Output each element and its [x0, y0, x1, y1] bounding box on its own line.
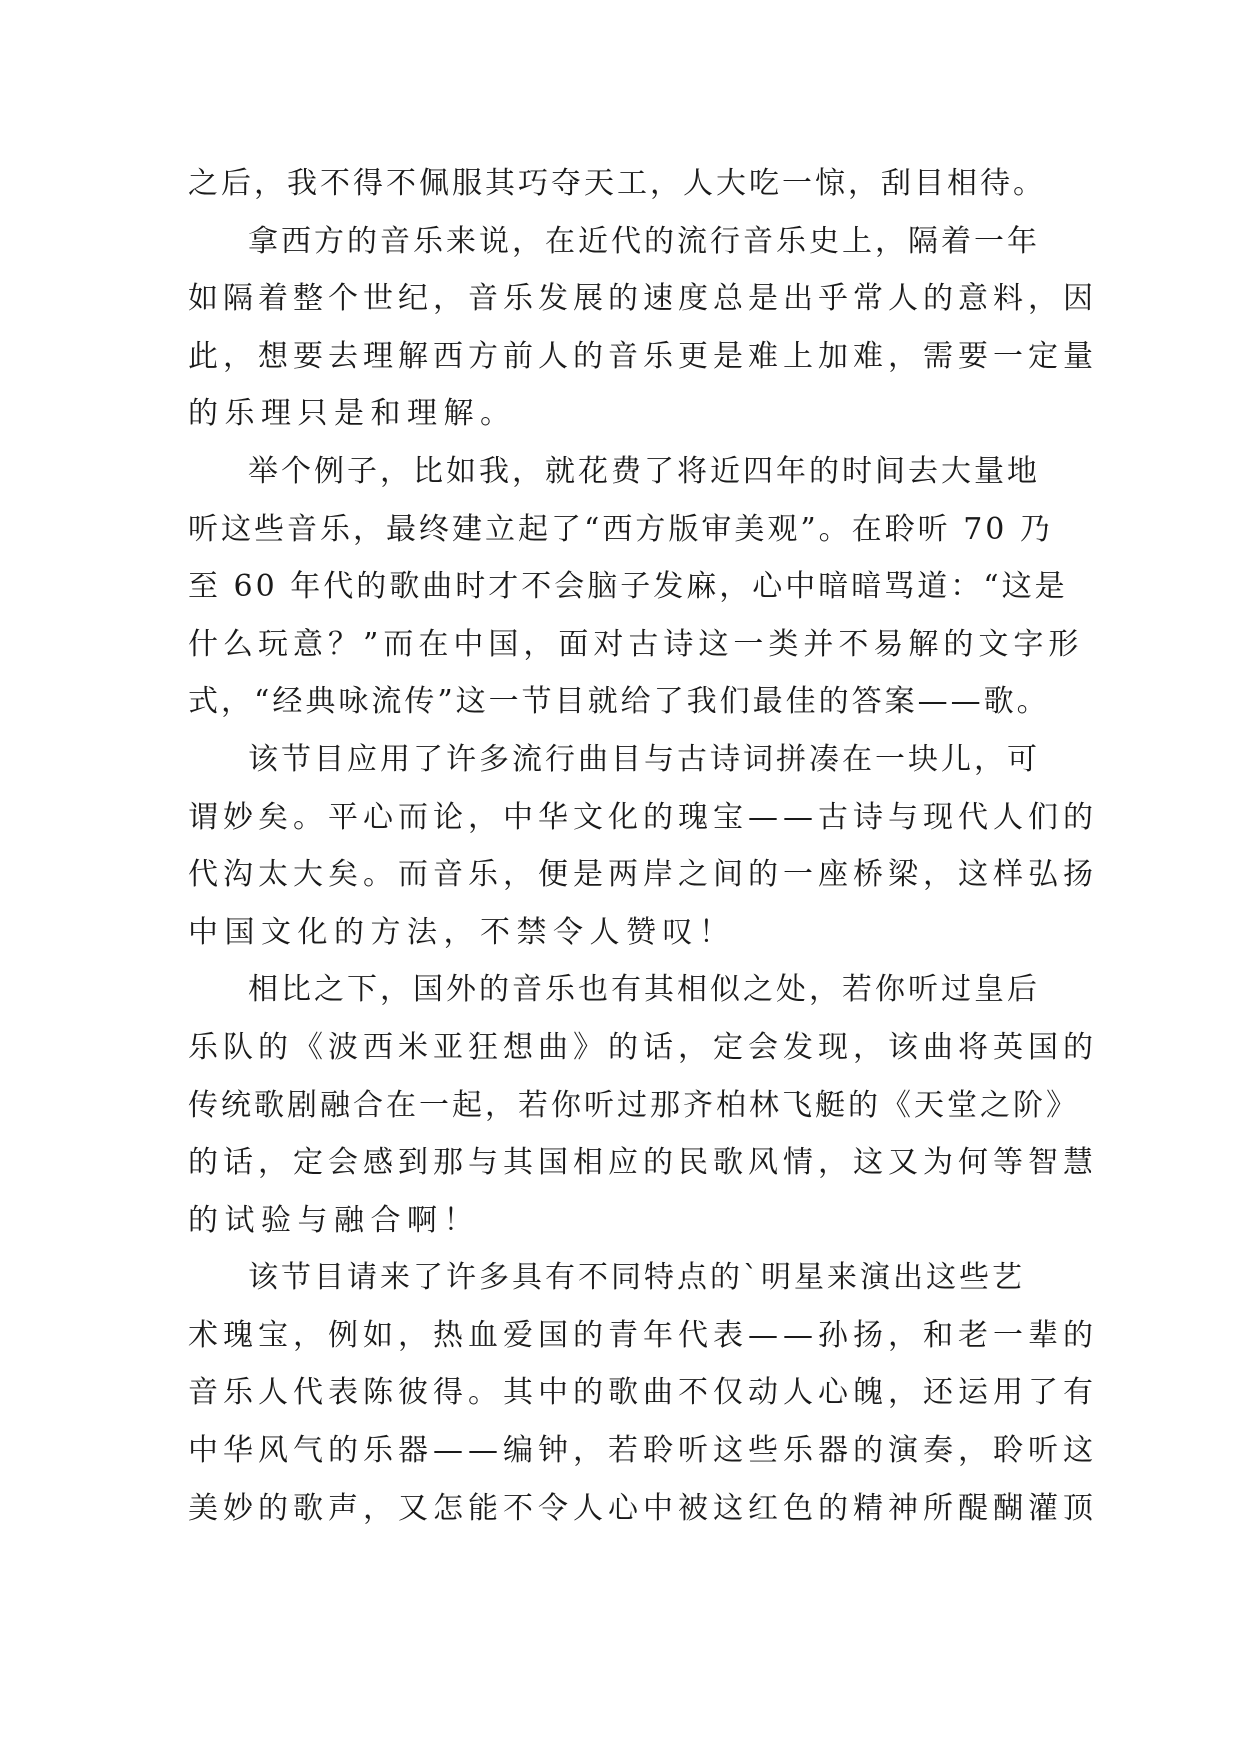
paragraph-first-line: 相比之下，国外的音乐也有其相似之处，若你听过皇后 [248, 972, 1040, 1008]
text-line: 至 60 年代的歌曲时才不会脑子发麻，心中暗暗骂道：“这是 [188, 569, 1068, 605]
text-line: 美妙的歌声，又怎能不令人心中被这红色的精神所醍醐灌顶 [188, 1490, 1098, 1526]
text-line: 什么玩意？”而在中国，面对古诗这一类并不易解的文字形 [188, 626, 1084, 662]
text-line: 中华风气的乐器——编钟，若聆听这些乐器的演奏，聆听这 [188, 1433, 1098, 1469]
text-line: 术瑰宝，例如，热血爱国的青年代表——孙扬，和老一辈的 [188, 1317, 1098, 1353]
text-line: 式，“经典咏流传”这一节目就给了我们最佳的答案——歌。 [188, 684, 1050, 720]
paragraph-first-line: 拿西方的音乐来说，在近代的流行音乐史上，隔着一年 [248, 223, 1040, 259]
text-line: 的试验与融合啊！ [188, 1202, 480, 1238]
text-line: 的话，定会感到那与其国相应的民歌风情，这又为何等智慧 [188, 1145, 1098, 1181]
text-line: 中国文化的方法，不禁令人赞叹！ [188, 914, 736, 950]
text-line: 谓妙矣。平心而论，中华文化的瑰宝——古诗与现代人们的 [188, 799, 1098, 835]
text-line: 之后，我不得不佩服其巧夺天工，人大吃一惊，刮目相待。 [188, 166, 1046, 201]
text-line: 的乐理只是和理解。 [188, 396, 517, 432]
text-line: 音乐人代表陈彼得。其中的歌曲不仅动人心魄，还运用了有 [188, 1375, 1098, 1411]
text-line: 如隔着整个世纪，音乐发展的速度总是出乎常人的意料，因 [188, 281, 1098, 317]
paragraph-first-line: 该节目请来了许多具有不同特点的`明星来演出这些艺 [248, 1260, 1025, 1296]
paragraph-first-line: 举个例子，比如我，就花费了将近四年的时间去大量地 [248, 453, 1040, 489]
text-line: 乐队的《波西米亚狂想曲》的话，定会发现，该曲将英国的 [188, 1029, 1098, 1065]
text-line: 代沟太大矣。而音乐，便是两岸之间的一座桥梁，这样弘扬 [188, 857, 1098, 893]
paragraph-first-line: 该节目应用了许多流行曲目与古诗词拼凑在一块儿，可 [248, 741, 1040, 777]
text-line: 听这些音乐，最终建立起了“西方版审美观”。在聆听 70 乃 [188, 511, 1053, 547]
article-body [188, 155, 1098, 1537]
text-line: 此，想要去理解西方前人的音乐更是难上加难，需要一定量 [188, 338, 1098, 374]
text-line: 传统歌剧融合在一起，若你听过那齐柏林飞艇的《天堂之阶》 [188, 1087, 1079, 1123]
